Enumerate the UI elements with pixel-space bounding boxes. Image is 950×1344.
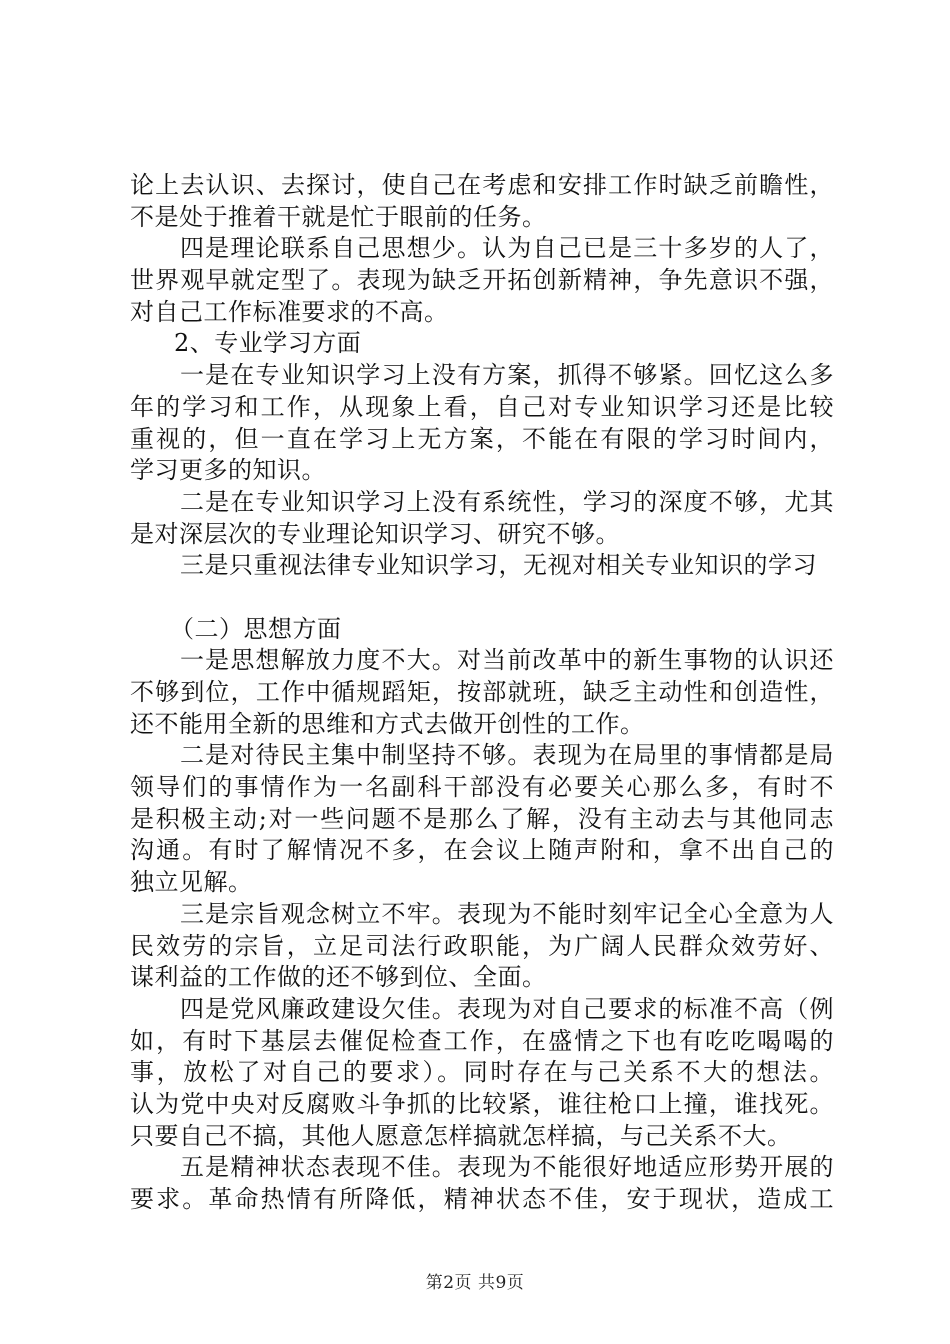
text-line: 论上去认识、去探讨，使自己在考虑和安排工作时缺乏前瞻性， [130,171,834,199]
text-line: 学习更多的知识。 [130,456,326,485]
text-line: 沟通。有时了解情况不多，在会议上随声附和，拿不出自己的 [130,836,834,865]
text-line: 一是思想解放力度不大。对当前改革中的新生事物的认识还 [180,646,834,675]
text-line: 如，有时下基层去催促检查工作，在盛情之下也有吃吃喝喝的 [130,1026,834,1055]
text-line: 是对深层次的专业理论知识学习、研究不够。 [130,519,620,548]
section-heading [130,328,834,360]
paragraph [130,740,834,898]
text-line: （二）思想方面 [170,614,342,643]
paragraph [130,899,834,994]
text-line: 民效劳的宗旨，立足司法行政职能，为广阔人民群众效劳好、 [130,931,834,960]
text-line: 年的学习和工作，从现象上看，自己对专业知识学习还是比较 [130,392,834,421]
text-line: 要求。革命热情有所降低，精神状态不佳，安于现状，造成工 [130,1185,834,1213]
text-line: 不够到位，工作中循规蹈矩，按部就班，缺乏主动性和创造性， [130,678,834,706]
document-body [130,170,834,1216]
text-line: 只要自己不搞，其他人愿意怎样搞就怎样搞，与己关系不大。 [130,1121,792,1150]
text-line: 领导们的事情作为一名副科干部没有必要关心那么多，有时不 [130,773,834,802]
paragraph [130,233,834,328]
text-line: 四是理论联系自己思想少。认为自己已是三十多岁的人了， [180,234,834,263]
page-number-footer: 第2页 共9页 [425,1273,525,1293]
paragraph [130,170,834,233]
text-line: 对自己工作标准要求的不高。 [130,297,449,326]
text-line: 五是精神状态表现不佳。表现为不能很好地适应形势开展的 [180,1153,834,1182]
text-line: 2、专业学习方面 [174,329,362,358]
text-line: 事，放松了对自己的要求）。同时存在与己关系不大的想法。 [130,1058,834,1087]
section-heading [130,614,834,646]
paragraph [130,994,834,1152]
text-line: 三是宗旨观念树立不牢。表现为不能时刻牢记全心全意为人 [180,899,834,928]
text-line: 不是处于推着干就是忙于眼前的任务。 [130,202,547,231]
paragraph [130,487,834,550]
text-line: 世界观早就定型了。表现为缺乏开拓创新精神，争先意识不强， [130,266,834,295]
text-line: 还不能用全新的思维和方式去做开创性的工作。 [130,709,645,738]
text-line: 四是党风廉政建设欠佳。表现为对自己要求的标准不高（例 [180,994,834,1023]
text-line: 二是对待民主集中制坚持不够。表现为在局里的事情都是局 [180,741,834,770]
text-line: 认为党中央对反腐败斗争抓的比较紧，谁往枪口上撞，谁找死。 [130,1089,834,1118]
text-line: 是积极主动;对一些问题不是那么了解，没有主动去与其他同志 [130,804,834,833]
paragraph [130,360,834,487]
text-line: 谋利益的工作做的还不够到位、全面。 [130,963,547,992]
text-line: 重视的，但一直在学习上无方案，不能在有限的学习时间内， [130,424,834,453]
text-line: 一是在专业知识学习上没有方案，抓得不够紧。回忆这么多 [180,361,834,390]
text-line: 三是只重视法律专业知识学习，无视对相关专业知识的学习 [180,551,817,580]
text-line: 二是在专业知识学习上没有系统性，学习的深度不够，尤其 [180,487,834,516]
paragraph-gap [130,582,834,614]
text-line: 独立见解。 [130,868,253,897]
paragraph [130,1152,834,1215]
paragraph [130,550,834,582]
paragraph [130,645,834,740]
